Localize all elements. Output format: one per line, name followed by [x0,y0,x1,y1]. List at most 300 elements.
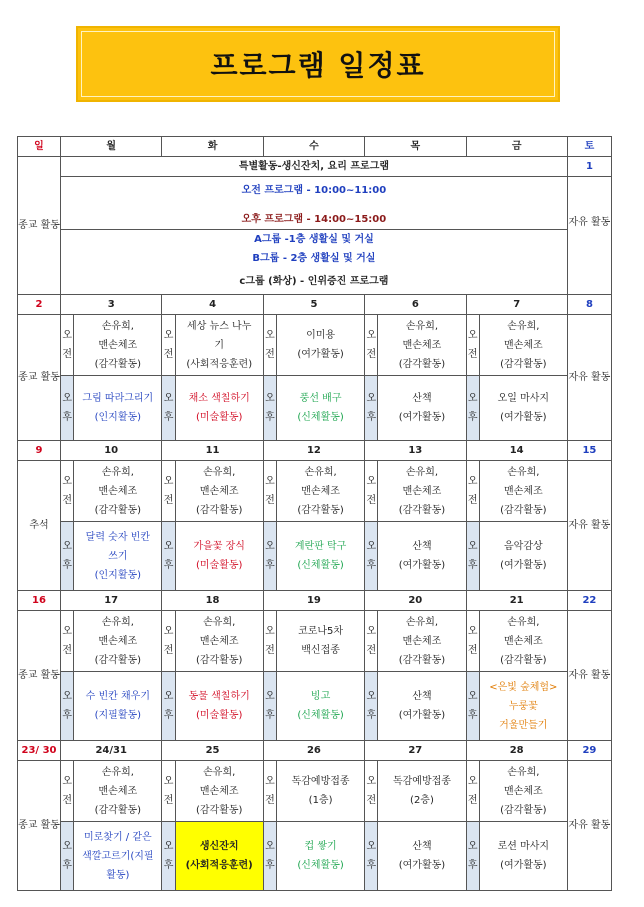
pm-marker-top: 오 [265,393,275,404]
am-marker-bottom: 전 [163,349,174,360]
date-cell: 25 [162,741,263,761]
activity-line: (신체활동) [297,860,344,871]
am-marker-top: 오 [366,776,377,787]
pm-marker [365,376,378,441]
date-cell: 19 [263,591,364,611]
activity-line: 손유희, [203,766,236,778]
pm-marker-bottom: 후 [366,560,377,571]
activity-line: 수 빈칸 채우기 [85,691,150,702]
date-row-week3 [18,441,612,461]
am-marker-bottom: 전 [163,645,174,656]
am-activity [277,761,365,822]
am-marker-bottom: 전 [366,495,377,506]
pm-activity [479,822,567,891]
pm-activity [378,672,466,741]
am-marker-top: 오 [62,776,72,787]
am-activity [175,315,263,376]
am-activity [378,611,466,672]
pm-marker [365,822,378,891]
activity-line: 맨손체조 [199,485,239,497]
am-activity [479,461,567,522]
pm-marker [162,672,175,741]
activity-line: 쓰기 [108,550,128,562]
weekday-header-row [18,137,612,157]
activity-line: 손유희, [507,466,540,478]
am-activity [479,315,567,376]
activity-line: (감각활동) [195,504,243,516]
am-marker [466,461,479,522]
pm-marker-top: 오 [467,841,478,852]
pm-marker-bottom: 후 [163,860,174,871]
am-marker-bottom: 전 [467,795,478,806]
activity-line: 누룽꽃 [508,700,538,712]
activity-line: 빙고 [310,691,331,702]
am-marker [162,611,175,672]
pm-activity [479,672,567,741]
pm-activity [479,376,567,441]
pm-marker-bottom: 후 [265,860,275,871]
activity-line: (감각활동) [195,804,243,816]
activity-line: 맨손체조 [98,339,138,351]
date-cell: 11 [162,441,263,461]
pm-marker [365,522,378,591]
am-marker [365,761,378,822]
pm-activity [74,522,162,591]
am-marker-bottom: 전 [265,495,275,506]
am-marker [162,461,175,522]
activity-line: 음악감상 [504,541,543,552]
am-activity [175,611,263,672]
activity-line: (여가활동) [297,349,344,360]
activity-line: (여가활동) [398,560,446,571]
date-cell: 4 [162,295,263,315]
activity-line: 독감예방접종 [291,776,350,787]
activity-line: 맨손체조 [199,635,239,647]
date-cell: 6 [365,295,466,315]
activity-line: (여가활동) [500,560,547,571]
activity-line: 미로찾기 / 같은 [83,831,152,843]
activity-line: (신체활동) [297,560,344,571]
am-activity [378,761,466,822]
pm-row-week5 [18,822,612,891]
pm-marker-bottom: 후 [163,412,174,423]
notice-group-a: A그룹 -1층 생활실 및 거실 [61,229,567,249]
am-marker-bottom: 전 [62,495,72,506]
activity-line: 손유희, [507,766,540,778]
activity-line: 백신접종 [301,645,340,656]
activity-line: (감각활동) [195,654,243,666]
am-marker-top: 오 [467,330,478,341]
pm-activity [479,522,567,591]
activity-line: 손유희, [304,466,337,478]
date-cell: 8 [567,295,611,315]
date-cell: 10 [61,441,162,461]
sun-label-week1: 종교 활동 [18,157,61,295]
activity-line: (여가활동) [398,710,446,721]
date-cell: 21 [466,591,567,611]
activity-line: (미술활동) [195,560,243,571]
pm-marker-bottom: 후 [366,860,377,871]
am-activity [74,461,162,522]
am-marker-bottom: 전 [366,349,377,360]
am-marker-bottom: 전 [366,645,377,656]
activity-line: <은빛 숲체험> [489,681,558,693]
am-marker-top: 오 [467,776,478,787]
activity-line: (감각활동) [500,654,547,666]
pm-marker [466,522,479,591]
sun-label: 추석 [18,461,61,591]
pm-row-week2 [18,376,612,441]
activity-line: 채소 색칠하기 [188,393,250,404]
pm-activity [74,672,162,741]
am-marker [263,611,276,672]
am-marker [61,315,74,376]
activity-line: (감각활동) [398,504,446,516]
am-activity [175,461,263,522]
date-cell: 14 [466,441,567,461]
activity-line: 맨손체조 [402,339,442,351]
activity-line: 맨손체조 [504,635,543,647]
am-marker-top: 오 [62,330,72,341]
am-marker [61,611,74,672]
date-row-week4 [18,591,612,611]
am-row-week3 [18,461,612,522]
date-cell: 27 [365,741,466,761]
activity-line: (사회적응훈련) [186,358,253,370]
pm-marker [263,822,276,891]
sun-label: 종교 활동 [18,761,61,891]
pm-marker-top: 오 [62,393,72,404]
title-banner [76,26,560,102]
activity-line: 맨손체조 [504,485,543,497]
pm-marker-top: 오 [163,691,174,702]
date-cell: 12 [263,441,364,461]
activity-line: 맨손체조 [301,485,340,497]
date-cell: 29 [567,741,611,761]
pm-activity [378,522,466,591]
am-marker-top: 오 [467,476,478,487]
activity-line: 손유희, [101,766,134,778]
day-header-thu: 목 [365,137,466,157]
activity-line: (여가활동) [398,860,446,871]
pm-marker-bottom: 후 [467,560,478,571]
am-marker-top: 오 [467,626,478,637]
activity-line: 산책 [412,393,432,404]
am-marker-bottom: 전 [467,645,478,656]
pm-marker-top: 오 [366,691,377,702]
activity-line: (감각활동) [94,504,142,516]
pm-marker-bottom: 후 [467,860,478,871]
activity-line: (감각활동) [500,358,547,370]
am-marker-top: 오 [265,476,275,487]
activity-line: 산책 [412,691,432,702]
pm-activity [175,822,263,891]
pm-marker-top: 오 [62,841,72,852]
am-marker-bottom: 전 [467,495,478,506]
date-cell: 2 [18,295,61,315]
activity-line: 세상 뉴스 나누 [187,320,252,332]
activity-line: 코로나5차 [298,626,344,637]
am-marker [263,315,276,376]
activity-line: 손유희, [101,616,134,628]
pm-marker [61,822,74,891]
pm-marker-top: 오 [467,541,478,552]
pm-activity [277,376,365,441]
date-cell: 3 [61,295,162,315]
activity-line: 맨손체조 [199,785,239,797]
activity-line: 손유희, [405,616,439,628]
pm-marker [466,822,479,891]
am-marker [466,761,479,822]
pm-marker [365,672,378,741]
am-marker [162,315,175,376]
pm-marker [263,522,276,591]
pm-marker-top: 오 [366,841,377,852]
pm-marker-bottom: 후 [163,560,174,571]
notice-group-b: B그룹 - 2층 생활실 및 거실 [252,253,376,264]
am-marker-top: 오 [163,476,174,487]
pm-marker-bottom: 후 [265,710,275,721]
am-marker [162,761,175,822]
am-activity [277,461,365,522]
week1-notice [61,157,568,295]
pm-marker-bottom: 후 [467,710,478,721]
date-cell: 5 [263,295,364,315]
notice-am: 오전 프로그램 - 10:00~11:00 [241,185,387,196]
pm-marker [61,672,74,741]
am-marker-top: 오 [265,330,275,341]
am-marker-top: 오 [265,776,275,787]
activity-line: (인지활동) [94,412,142,423]
sat-label: 자유 활동 [567,461,611,591]
activity-line: (감각활동) [94,358,142,370]
pm-marker-bottom: 후 [366,412,377,423]
date-cell: 13 [365,441,466,461]
pm-marker-bottom: 후 [62,710,72,721]
date-cell: 18 [162,591,263,611]
page-title: 프로그램 일정표 [210,49,426,82]
pm-activity [74,376,162,441]
weeks-body [18,295,612,891]
activity-line: (미술활동) [195,412,243,423]
sun-label: 종교 활동 [18,315,61,441]
pm-activity [277,522,365,591]
activity-line: (1층) [308,795,333,806]
activity-line: (감각활동) [500,804,547,816]
notice-special: 특별활동-생신잔치, 요리 프로그램 [61,157,567,177]
pm-marker-bottom: 후 [265,560,275,571]
am-marker [263,761,276,822]
activity-line: (감각활동) [398,358,446,370]
pm-marker-top: 오 [163,393,174,404]
am-marker-top: 오 [265,626,275,637]
am-marker-bottom: 전 [265,645,275,656]
activity-line: 생신잔치 [199,841,239,852]
activity-line: (인지활동) [94,569,142,581]
am-marker [61,761,74,822]
pm-marker [263,376,276,441]
pm-activity [378,376,466,441]
am-marker [466,315,479,376]
am-marker [466,611,479,672]
activity-line: (감각활동) [94,654,142,666]
date-cell: 22 [567,591,611,611]
am-marker [263,461,276,522]
date-cell: 23/ 30 [18,741,61,761]
am-activity [479,761,567,822]
pm-activity [175,522,263,591]
activity-line: 맨손체조 [98,485,138,497]
activity-line: (신체활동) [297,710,344,721]
date-cell: 7 [466,295,567,315]
pm-marker-top: 오 [467,691,478,702]
pm-marker-top: 오 [163,841,174,852]
activity-line: 기 [214,339,225,351]
am-marker-bottom: 전 [467,349,478,360]
pm-marker-top: 오 [265,691,275,702]
am-marker [61,461,74,522]
activity-line: (감각활동) [94,804,142,816]
activity-line: 맨손체조 [402,485,442,497]
pm-activity [277,822,365,891]
am-activity [74,611,162,672]
activity-line: 활동) [106,869,130,881]
activity-line: 손유희, [203,466,236,478]
pm-row-week3 [18,522,612,591]
day-header-sun: 일 [18,137,61,157]
pm-activity [175,376,263,441]
activity-line: 손유희, [405,466,439,478]
date-cell: 24/31 [61,741,162,761]
date-cell: 16 [18,591,61,611]
pm-marker-top: 오 [265,841,275,852]
am-row-week2 [18,315,612,376]
pm-activity [378,822,466,891]
activity-line: 손유희, [203,616,236,628]
pm-marker-top: 오 [62,691,72,702]
activity-line: 산책 [412,541,432,552]
week-row-1 [18,157,612,295]
am-marker-top: 오 [62,626,72,637]
activity-line: (여가활동) [500,412,547,423]
am-marker-top: 오 [366,476,377,487]
am-marker-bottom: 전 [163,795,174,806]
date-cell: 17 [61,591,162,611]
am-marker [365,315,378,376]
activity-line: 동물 색칠하기 [188,691,250,702]
pm-marker-bottom: 후 [62,560,72,571]
pm-marker-top: 오 [467,393,478,404]
am-marker-bottom: 전 [62,349,72,360]
day-header-fri: 금 [466,137,567,157]
am-row-week5 [18,761,612,822]
pm-marker-bottom: 후 [265,412,275,423]
activity-line: 손유희, [405,320,439,332]
activity-line: (지필활동) [94,710,142,721]
date-sat-week1: 1 [568,157,611,177]
activity-line: (감각활동) [297,504,344,516]
activity-line: 손유희, [101,320,134,332]
am-marker-top: 오 [366,330,377,341]
activity-line: (감각활동) [500,504,547,516]
am-marker-bottom: 전 [62,795,72,806]
activity-line: (감각활동) [398,654,446,666]
activity-line: (사회적응훈련) [185,860,253,871]
pm-row-week4 [18,672,612,741]
am-activity [175,761,263,822]
day-header-mon: 월 [61,137,162,157]
date-cell: 15 [567,441,611,461]
am-marker-top: 오 [366,626,377,637]
date-cell: 26 [263,741,364,761]
pm-marker-bottom: 후 [62,860,72,871]
pm-activity [74,822,162,891]
date-cell: 20 [365,591,466,611]
pm-marker-top: 오 [366,393,377,404]
activity-line: 색깔고르기(지필 [82,850,154,862]
am-marker-top: 오 [163,626,174,637]
activity-line: 맨손체조 [504,339,543,351]
pm-marker-top: 오 [265,541,275,552]
sun-label: 종교 활동 [18,611,61,741]
date-row-week5 [18,741,612,761]
am-activity [74,761,162,822]
am-marker-top: 오 [163,330,174,341]
am-marker-top: 오 [163,776,174,787]
am-activity [74,315,162,376]
activity-line: 달력 숫자 빈칸 [85,531,150,543]
am-activity [479,611,567,672]
activity-line: 손유희, [101,466,134,478]
am-activity [378,315,466,376]
activity-line: 로션 마사지 [497,841,550,852]
am-marker [365,611,378,672]
pm-marker-bottom: 후 [467,412,478,423]
am-marker [365,461,378,522]
notice-group-c: c그룹 (화상) - 인위증진 프로그램 [239,276,389,287]
date-cell: 28 [466,741,567,761]
pm-marker [466,672,479,741]
pm-marker-bottom: 후 [366,710,377,721]
activity-line: (신체활동) [297,412,344,423]
pm-marker [61,376,74,441]
activity-line: 계란판 탁구 [294,541,347,552]
pm-marker-top: 오 [62,541,72,552]
activity-line: 맨손체조 [98,635,138,647]
am-marker-bottom: 전 [163,495,174,506]
activity-line: 가을꽃 장식 [193,541,245,552]
activity-line: (2층) [410,795,434,806]
date-cell: 9 [18,441,61,461]
activity-line: (여가활동) [398,412,446,423]
activity-line: 이미용 [306,330,336,341]
am-activity [277,315,365,376]
activity-line: 풍선 배구 [299,393,342,404]
pm-marker [263,672,276,741]
pm-marker-top: 오 [366,541,377,552]
activity-line: 그림 따라그리기 [82,393,154,404]
pm-activity [175,672,263,741]
pm-marker-bottom: 후 [163,710,174,721]
activity-line: (여가활동) [500,860,547,871]
activity-line: 맨손체조 [98,785,138,797]
pm-activity [277,672,365,741]
sat-label: 자유 활동 [567,315,611,441]
activity-line: 맨손체조 [402,635,442,647]
activity-line: 손유희, [507,616,540,628]
activity-line: 컵 쌓기 [304,841,337,852]
date-row-week2 [18,295,612,315]
